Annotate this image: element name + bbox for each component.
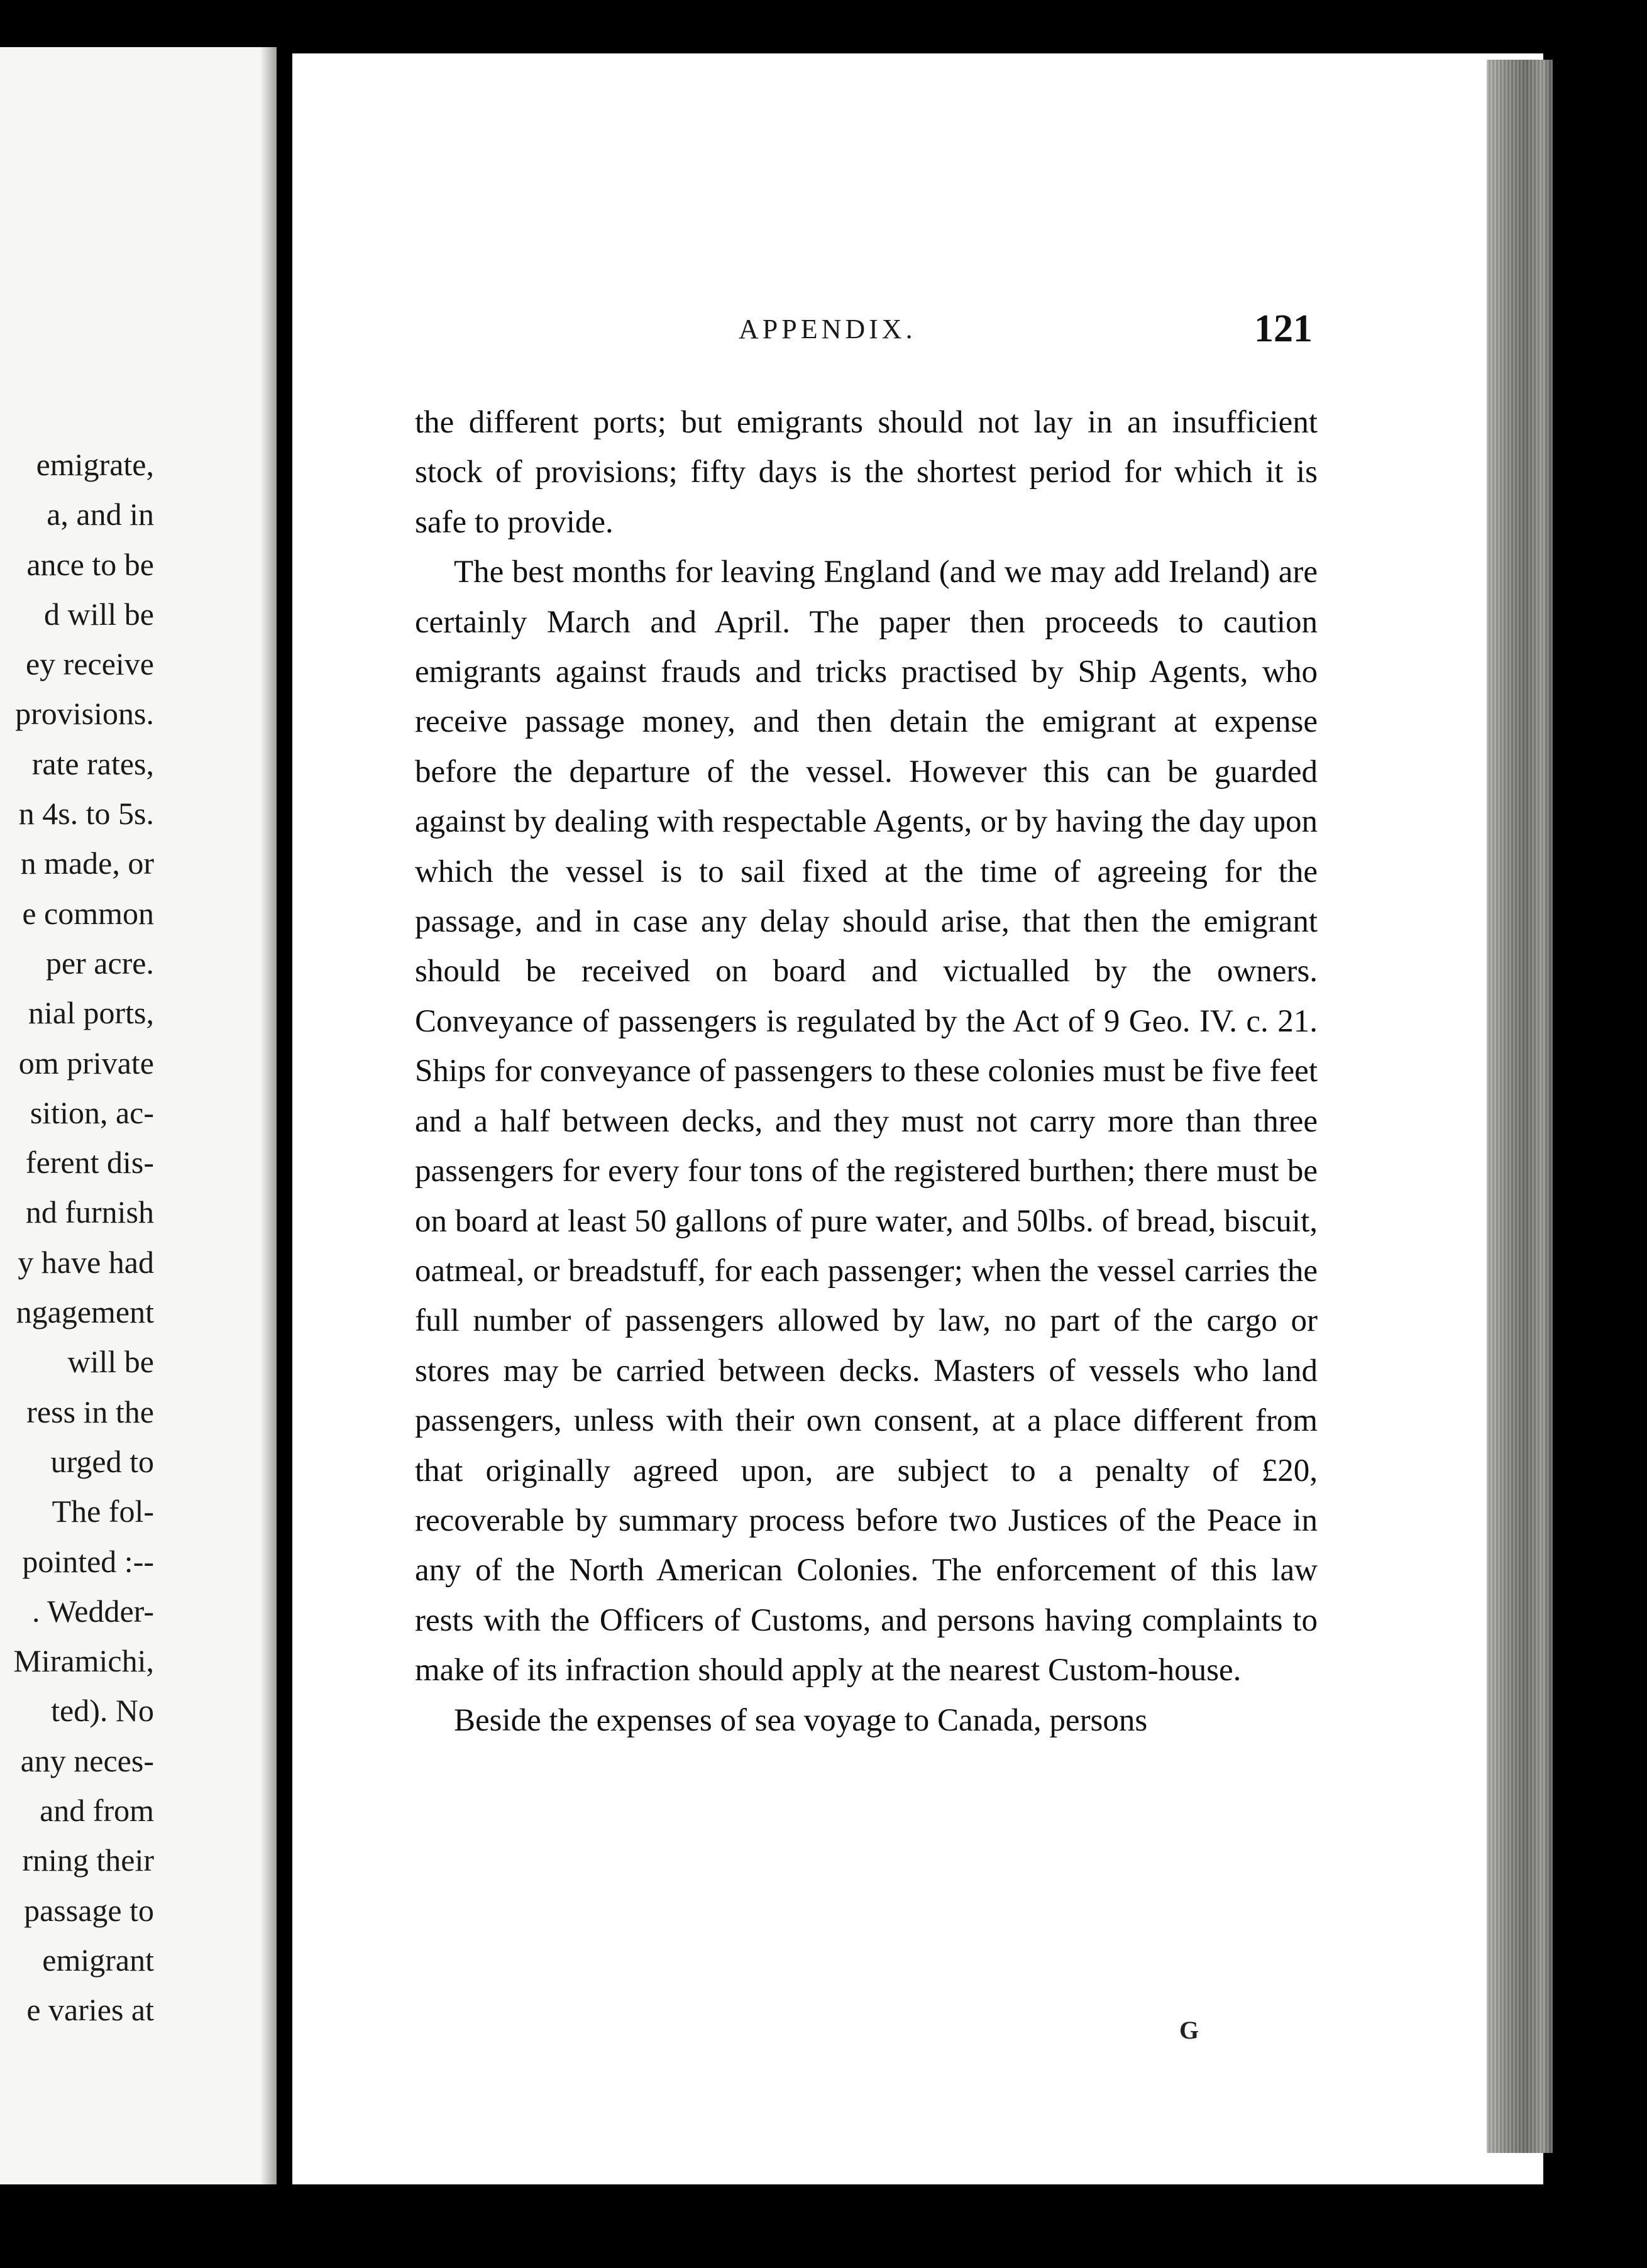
left-line: urged to xyxy=(50,1443,154,1479)
left-line: rning their xyxy=(22,1842,154,1878)
left-line: Miramichi, xyxy=(13,1643,154,1679)
running-head: APPENDIX. xyxy=(739,314,917,344)
left-line: ance to be xyxy=(26,546,154,582)
left-line: rate rates, xyxy=(31,746,154,781)
left-page-text xyxy=(13,440,154,2035)
left-line: y have had xyxy=(18,1244,154,1280)
signature-mark: G xyxy=(1179,2016,1199,2044)
left-line: pointed :-- xyxy=(22,1543,154,1579)
left-line: ferent dis- xyxy=(25,1145,154,1181)
left-line: om private xyxy=(18,1045,154,1081)
paragraph: the different ports; but emigrants should not lay in an insufficient stock of provisions; fifty days is the shortest period for which it is safe to provide. xyxy=(415,405,1318,540)
left-line: ey receive xyxy=(25,646,154,682)
left-line: . Wedder- xyxy=(32,1593,154,1629)
left-line: nd furnish xyxy=(25,1194,154,1230)
paragraph: The best months for leaving England (and we may add Ireland) are certainly March and April. The paper then proceeds to caution emigrants against frauds and tricks practised by Ship Agents, who receive passage money, and then detain the emigrant at expense before the departure of the vessel. However this can be guarded against by dealing with respectable Agents, or by having the day upon which the vessel is to sail fixed at the time of agreeing for the passage, and in case any delay should arise, that then the emigrant should be received on board and victualled by the owners. Conveyance of passengers is regulated by the Act of 9 Geo. IV. c. 21. Ships for conveyance of passengers to these colonies must be five feet and a half between decks, and they must not carry more than three passengers for every four tons of the registered burthen; there must be on board at least 50 gallons of pure water, and 50lbs. of bread, biscuit, oatmeal, or breadstuff, for each passenger; when the vessel carries the full number of passengers allowed by law, no part of the cargo or stores may be carried between decks. Masters of vessels who land passengers, unless with their own consent, at a place different from that originally agreed upon, are subject to a penalty of £20, recoverable by summary process before two Justices of the Peace in any of the North American Colonies. The enforcement of this law rests with the Officers of Customs, and persons having complaints to make of its infraction should apply at the nearest Custom-house. xyxy=(415,554,1318,1688)
left-line: any neces- xyxy=(20,1742,154,1778)
left-line: e common xyxy=(22,895,154,931)
body-text xyxy=(415,398,1318,1746)
left-line: emigrant xyxy=(42,1942,154,1978)
left-line: a, and in xyxy=(47,497,154,532)
gutter-shadow xyxy=(260,47,277,2184)
paragraph: Beside the expenses of sea voyage to Canada, persons xyxy=(454,1702,1148,1738)
left-line: and from xyxy=(40,1793,154,1829)
left-line: The fol- xyxy=(52,1494,154,1529)
left-line: provisions. xyxy=(15,696,154,732)
left-line: per acre. xyxy=(45,945,154,981)
left-line: emigrate, xyxy=(36,447,154,482)
left-line: n made, or xyxy=(20,845,154,881)
left-line: d will be xyxy=(44,596,154,632)
left-line: will be xyxy=(67,1344,154,1380)
left-line: ress in the xyxy=(26,1394,154,1429)
left-line: ted). No xyxy=(51,1693,154,1729)
left-line: e varies at xyxy=(26,1992,154,2028)
left-line: ngagement xyxy=(16,1294,154,1330)
left-line: passage to xyxy=(24,1892,154,1928)
left-line: n 4s. to 5s. xyxy=(18,796,154,832)
left-page xyxy=(0,47,277,2184)
left-line: sition, ac- xyxy=(30,1094,154,1130)
page-number: 121 xyxy=(1254,307,1313,350)
left-line: nial ports, xyxy=(28,995,154,1031)
page-edge xyxy=(1487,60,1553,2153)
